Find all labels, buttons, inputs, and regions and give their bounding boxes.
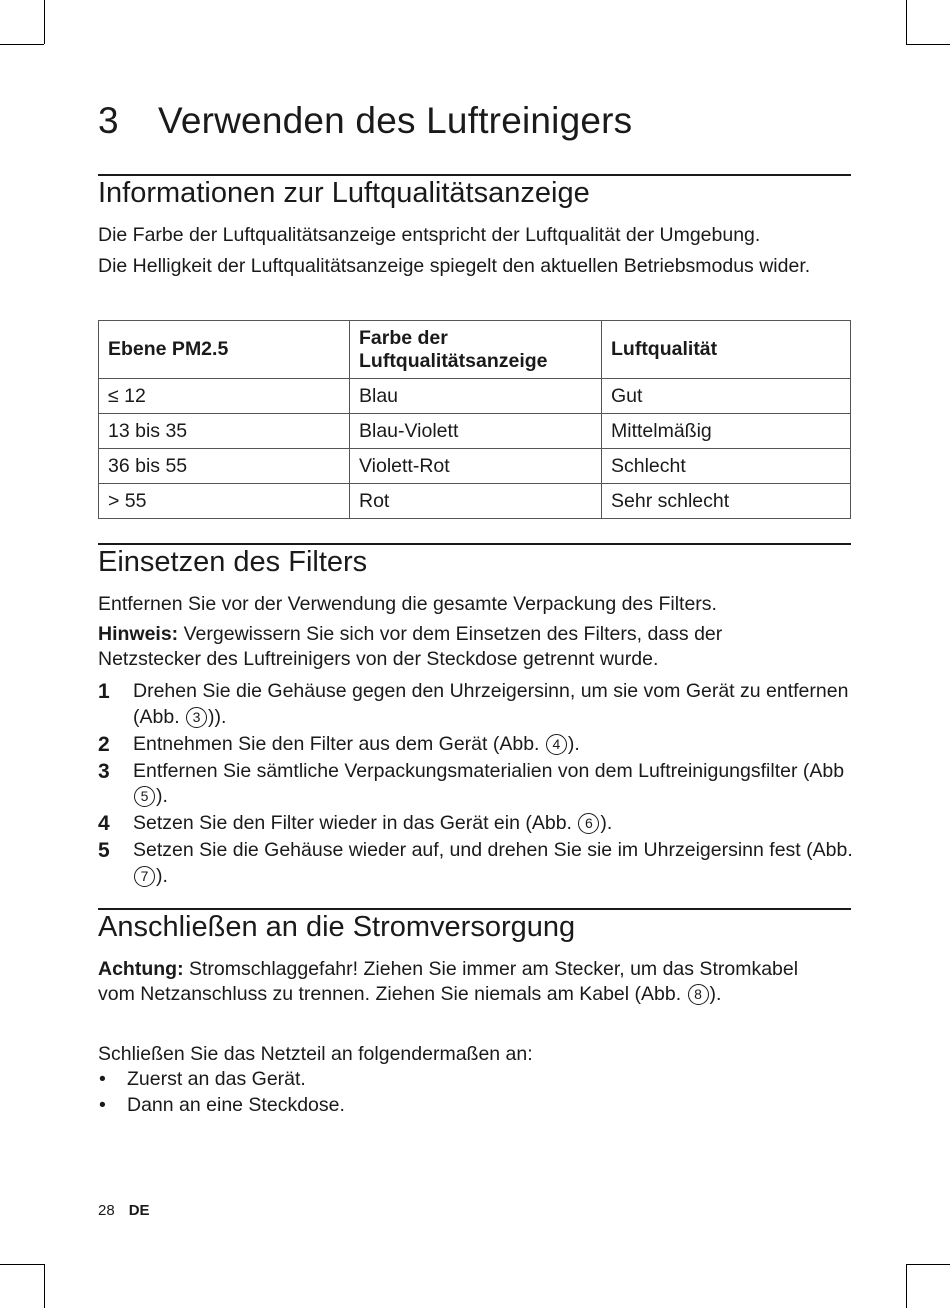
step-text-end: ). xyxy=(156,785,168,807)
caution-text: Stromschlaggefahr! Ziehen Sie immer am Stecker, um das Stromkabel vom Netzanschluss zu trennen. Ziehen Sie niemals am Kabel (Abb. xyxy=(98,958,799,1005)
table-cell: ≤ 12 xyxy=(99,379,350,414)
table-row xyxy=(99,484,851,519)
filter-steps-list xyxy=(98,679,858,891)
figure-reference-icon: 4 xyxy=(546,734,567,755)
bullet-icon: • xyxy=(99,1068,106,1090)
table-cell: Blau-Violett xyxy=(350,414,602,449)
table-cell: > 55 xyxy=(99,484,350,519)
step-text: Entnehmen Sie den Filter aus dem Gerät (Abb. xyxy=(133,732,545,755)
section-divider xyxy=(98,543,851,545)
section-heading-filter: Einsetzen des Filters xyxy=(98,546,368,578)
paragraph: Schließen Sie das Netzteil an folgendermaßen an: xyxy=(98,1043,533,1065)
list-item xyxy=(98,1066,345,1092)
crop-mark xyxy=(906,0,907,44)
figure-reference-icon: 8 xyxy=(688,984,709,1005)
step-number: 4 xyxy=(98,812,110,835)
step-text-end: ). xyxy=(600,812,613,834)
list-item xyxy=(98,679,858,730)
table-header-cell: Ebene PM2.5 xyxy=(99,321,350,379)
table-row xyxy=(99,414,851,449)
step-text-end: ). xyxy=(567,732,580,755)
table-header-text: Farbe der Luftqualitätsanzeige xyxy=(359,326,548,372)
crop-mark xyxy=(44,0,45,44)
section-divider xyxy=(98,908,851,910)
step-text: Entfernen Sie sämtliche Verpackungsmaterialien von dem Luftreinigungsfilter (Abb xyxy=(133,759,845,782)
page-number: 28 xyxy=(98,1202,115,1219)
crop-mark xyxy=(906,1264,950,1265)
figure-reference-icon: 6 xyxy=(578,813,599,834)
step-number: 1 xyxy=(98,680,110,703)
step-text: Drehen Sie die Gehäuse gegen den Uhrzeigersinn, um sie vom Gerät zu entfernen (Abb. xyxy=(133,680,849,728)
step-number: 2 xyxy=(98,732,110,756)
step-text: Setzen Sie die Gehäuse wieder auf, und drehen Sie sie im Uhrzeigersinn fest (Abb. xyxy=(133,839,853,861)
table-cell: Mittelmäßig xyxy=(602,414,851,449)
section-heading-power: Anschließen an die Stromversorgung xyxy=(98,911,576,943)
note-label: Hinweis: xyxy=(98,623,179,645)
chapter-title xyxy=(98,100,632,142)
step-text-end: ). xyxy=(156,864,168,887)
section-divider xyxy=(98,174,851,176)
paragraph: Die Farbe der Luftqualitätsanzeige entspricht der Luftqualität der Umgebung. xyxy=(98,224,761,246)
figure-reference-icon: 5 xyxy=(134,786,155,807)
list-item xyxy=(98,838,858,889)
bullet-text: Zuerst an das Gerät. xyxy=(127,1068,306,1090)
table-cell: Gut xyxy=(602,379,851,414)
table-header-cell: Luftqualität xyxy=(602,321,851,379)
language-code: DE xyxy=(128,1202,150,1219)
list-item xyxy=(98,811,858,837)
table-cell: Rot xyxy=(350,484,602,519)
table-header-cell xyxy=(350,321,602,379)
figure-reference-icon: 3 xyxy=(186,707,207,728)
table-cell: Sehr schlecht xyxy=(602,484,851,519)
connection-bullets xyxy=(98,1066,345,1118)
paragraph: Entfernen Sie vor der Verwendung die gesamte Verpackung des Filters. xyxy=(98,593,717,615)
air-quality-table xyxy=(98,320,851,519)
table-cell: Violett-Rot xyxy=(350,449,602,484)
table-cell: Blau xyxy=(350,379,602,414)
page-footer xyxy=(98,1202,150,1219)
paragraph: Die Helligkeit der Luftqualitätsanzeige spiegelt den aktuellen Betriebsmodus wider. xyxy=(98,255,811,277)
step-number: 3 xyxy=(98,759,110,783)
table-cell: 13 bis 35 xyxy=(99,414,350,449)
crop-mark xyxy=(906,1264,907,1308)
caution-text-end: ). xyxy=(709,983,722,1005)
figure-reference-icon: 7 xyxy=(134,866,155,887)
table-row xyxy=(99,379,851,414)
bullet-icon: • xyxy=(99,1094,106,1116)
note-text: Vergewissern Sie sich vor dem Einsetzen des Filters, dass der Netzstecker des Luftreinigers von der Steckdose getrennt wurde. xyxy=(98,623,723,670)
list-item xyxy=(98,732,858,758)
bullet-text: Dann an eine Steckdose. xyxy=(127,1094,345,1116)
table-cell: Schlecht xyxy=(602,449,851,484)
list-item xyxy=(98,1092,345,1118)
crop-mark xyxy=(0,44,44,45)
note-paragraph xyxy=(98,622,798,672)
crop-mark xyxy=(44,1264,45,1308)
list-item xyxy=(98,759,858,810)
step-text: Setzen Sie den Filter wieder in das Gerät ein (Abb. xyxy=(133,812,578,834)
caution-paragraph xyxy=(98,957,818,1007)
crop-mark xyxy=(906,44,950,45)
chapter-number: 3 xyxy=(98,100,119,141)
caution-label: Achtung: xyxy=(98,958,184,980)
crop-mark xyxy=(0,1264,44,1265)
section-heading-air-quality: Informationen zur Luftqualitätsanzeige xyxy=(98,177,590,209)
table-header-row xyxy=(99,321,851,379)
step-text-end: )). xyxy=(208,705,227,728)
table-row xyxy=(99,449,851,484)
step-number: 5 xyxy=(98,839,110,862)
table-cell: 36 bis 55 xyxy=(99,449,350,484)
chapter-title-text: Verwenden des Luftreinigers xyxy=(158,100,633,141)
